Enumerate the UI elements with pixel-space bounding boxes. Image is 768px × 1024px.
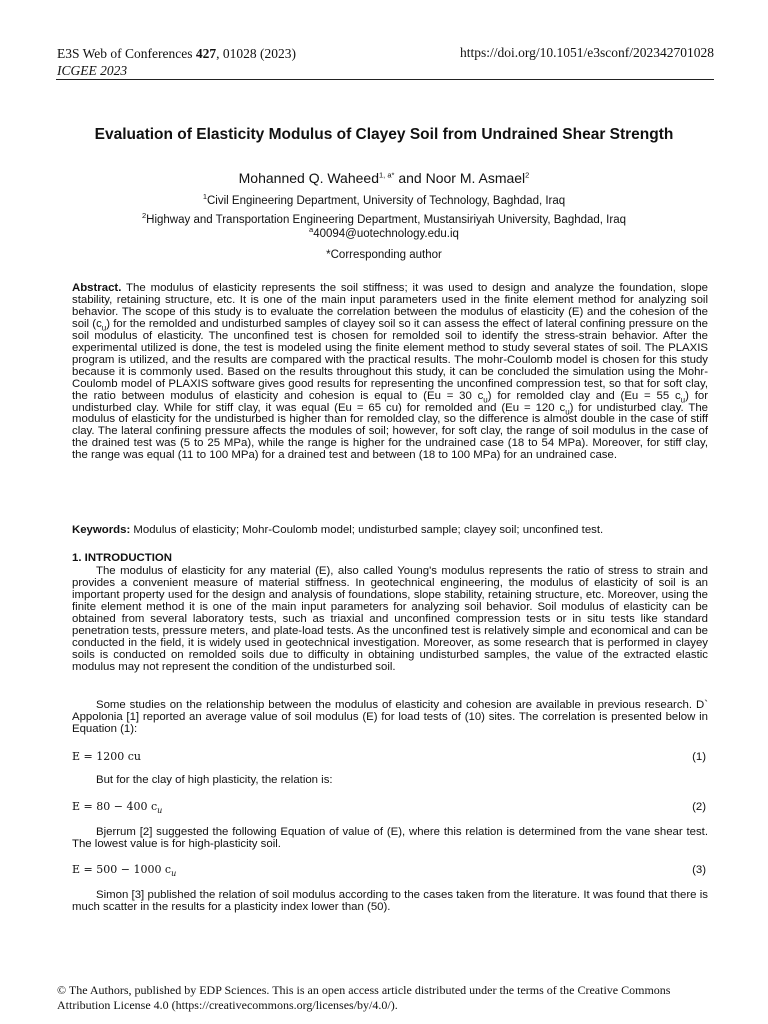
header-divider	[56, 79, 714, 80]
body-paragraph: Simon [3] published the relation of soil modulus according to the cases taken from the literature. It was found that there is much scatter in the results for a plasticity index lower than (50).	[72, 889, 708, 913]
equation-1: E = 1200 cu (1)	[72, 750, 706, 763]
equation-2: E = 80 − 400 $c_u$ (2)	[72, 800, 706, 816]
author-name: Mohanned Q. Waheed	[238, 170, 379, 186]
equation-3: E = 500 − 1000 $c_u$ (3)	[72, 863, 706, 879]
equation-number: (1)	[692, 751, 706, 763]
abstract-label: Abstract.	[72, 282, 122, 294]
keywords-label: Keywords:	[72, 524, 131, 536]
author-email[interactable]: $^a$40094@uotechnology.edu.iq	[309, 225, 459, 240]
equation-number: (3)	[692, 864, 706, 876]
body-paragraph: The modulus of elasticity for any material (E), also called Young's modulus represents the ratio of stress to strain and provides a convenient measure of material stiffness. In geotechnical engineering, the modulus of elasticity of soil is an important property used for the design and analysis of foundations, slope stability, retaining structure, etc. Moreover, using the finite element method it is one of the main input parameters for analyzing soil behavior. Soil modulus of elasticity can be obtained from several laboratory tests, such as triaxial and unconfined compression tests or in situ tests like standard penetration tests, pressure meters, and plate-load tests. As the unconfined test is relatively simple and economical and can be conducted in the field, it is widely used in geotechnical investigation. Moreover, as some research that is performed in clayey soils is conducted on remolded soils due to difficulty in obtaining undisturbed samples, the value of the extracted elastic modulus may not represent the condition of the undisturbed soil.	[72, 565, 708, 673]
section-heading: 1. INTRODUCTION	[72, 552, 172, 564]
conference-name: ICGEE 2023	[57, 63, 128, 78]
abstract: Abstract. The modulus of elasticity represents the soil stiffness; it was used to design and analyze the foundation, slope stability, retaining structure, etc. It is one of the main input parameters used in the finite element method for analyzing soil behavior. The scope of this study is to evaluate the correlation between the modulus of elasticity (E) and the cohesion of the soil $(c_u)$ for the remolded and undisturbed samples of clayey soil so it can assess the effect of lateral confining pressure on the soil modulus of elasticity. The unconfined test is chosen for remolded soil to identify the stress-strain behavior. After the experimental utilized is done, the test is modeled using the finite element method to study several states of soil. The PLAXIS program is utilized, and the results are compared with the practical results. The mohr-Coulomb model is chosen for this study because it is commonly used. Based on the results throughout this study, it can be concluded the simulation using the Mohr-Coulomb model of PLAXIS software gives good results for representing the unconfined compression test, so that for soft clay, the ratio between modulus of elasticity and cohesion is equal to (Eu = 30 $c_u$) for remolded clay and (Eu = 55 $c_u$) for undisturbed clay. While for stiff clay, it was equal (Eu = 65 cu) for remolded and (Eu = 120 $c_u$) for undisturbed clay. The modulus of elasticity for the undisturbed is higher than for remolded clay, so the difference is almost double in the case of stiff clay. The lateral confining pressure affects the modules of soil; however, for soft clay, the range of soil modulus in the case of the drained test was (5 to 25 MPa), while the range is higher for the undrained case (18 to 54 MPa). Moreover, for stiff clay, the range was equal (11 to 100 MPa) for a drained test and between (18 to 100 MPa) for an undrained case.	[72, 282, 708, 462]
body-paragraph: Bjerrum [2] suggested the following Equation of value of (E), where this relation is determined from the vane shear test. The lowest value is for high-plasticity soil.	[72, 826, 708, 850]
author-line: Mohanned Q. Waheed$^{1, a*}$ and Noor M. Asmael$^2$	[238, 170, 530, 186]
equation-number: (2)	[692, 801, 706, 813]
running-header	[57, 45, 296, 79]
affiliation-2: $^2$Highway and Transportation Engineering Department, Mustansiriyah University, Baghdad, Iraq	[141, 211, 627, 226]
corresponding-note: *Corresponding author	[326, 249, 442, 261]
author-name: Noor M. Asmael	[425, 170, 526, 186]
license-footer: © The Authors, published by EDP Sciences. This is an open access article distributed under the terms of the Creative Commons Attribution License 4.0 (https://creativecommons.org/licenses/by/4.0/).	[57, 983, 671, 1012]
keywords: Keywords: Modulus of elasticity; Mohr-Coulomb model; undisturbed sample; clayey soil; unconfined test.	[72, 524, 604, 536]
doi-link[interactable]: https://doi.org/10.1051/e3sconf/202342701028	[460, 45, 714, 60]
paper-title: Evaluation of Elasticity Modulus of Clayey Soil from Undrained Shear Strength	[94, 126, 674, 143]
body-paragraph: Some studies on the relationship between the modulus of elasticity and cohesion are available in previous research. D` Appolonia [1] reported an average value of soil modulus (E) for load tests of (10) sites. The correlation is presented below in Equation (1):	[72, 699, 708, 735]
journal-citation: E3S Web of Conferences 427, 01028 (2023)	[57, 46, 297, 61]
volume-number: 427	[195, 46, 217, 61]
body-paragraph: But for the clay of high plasticity, the relation is:	[96, 774, 333, 786]
affiliation-1: $^1$Civil Engineering Department, University of Technology, Baghdad, Iraq	[202, 192, 566, 207]
